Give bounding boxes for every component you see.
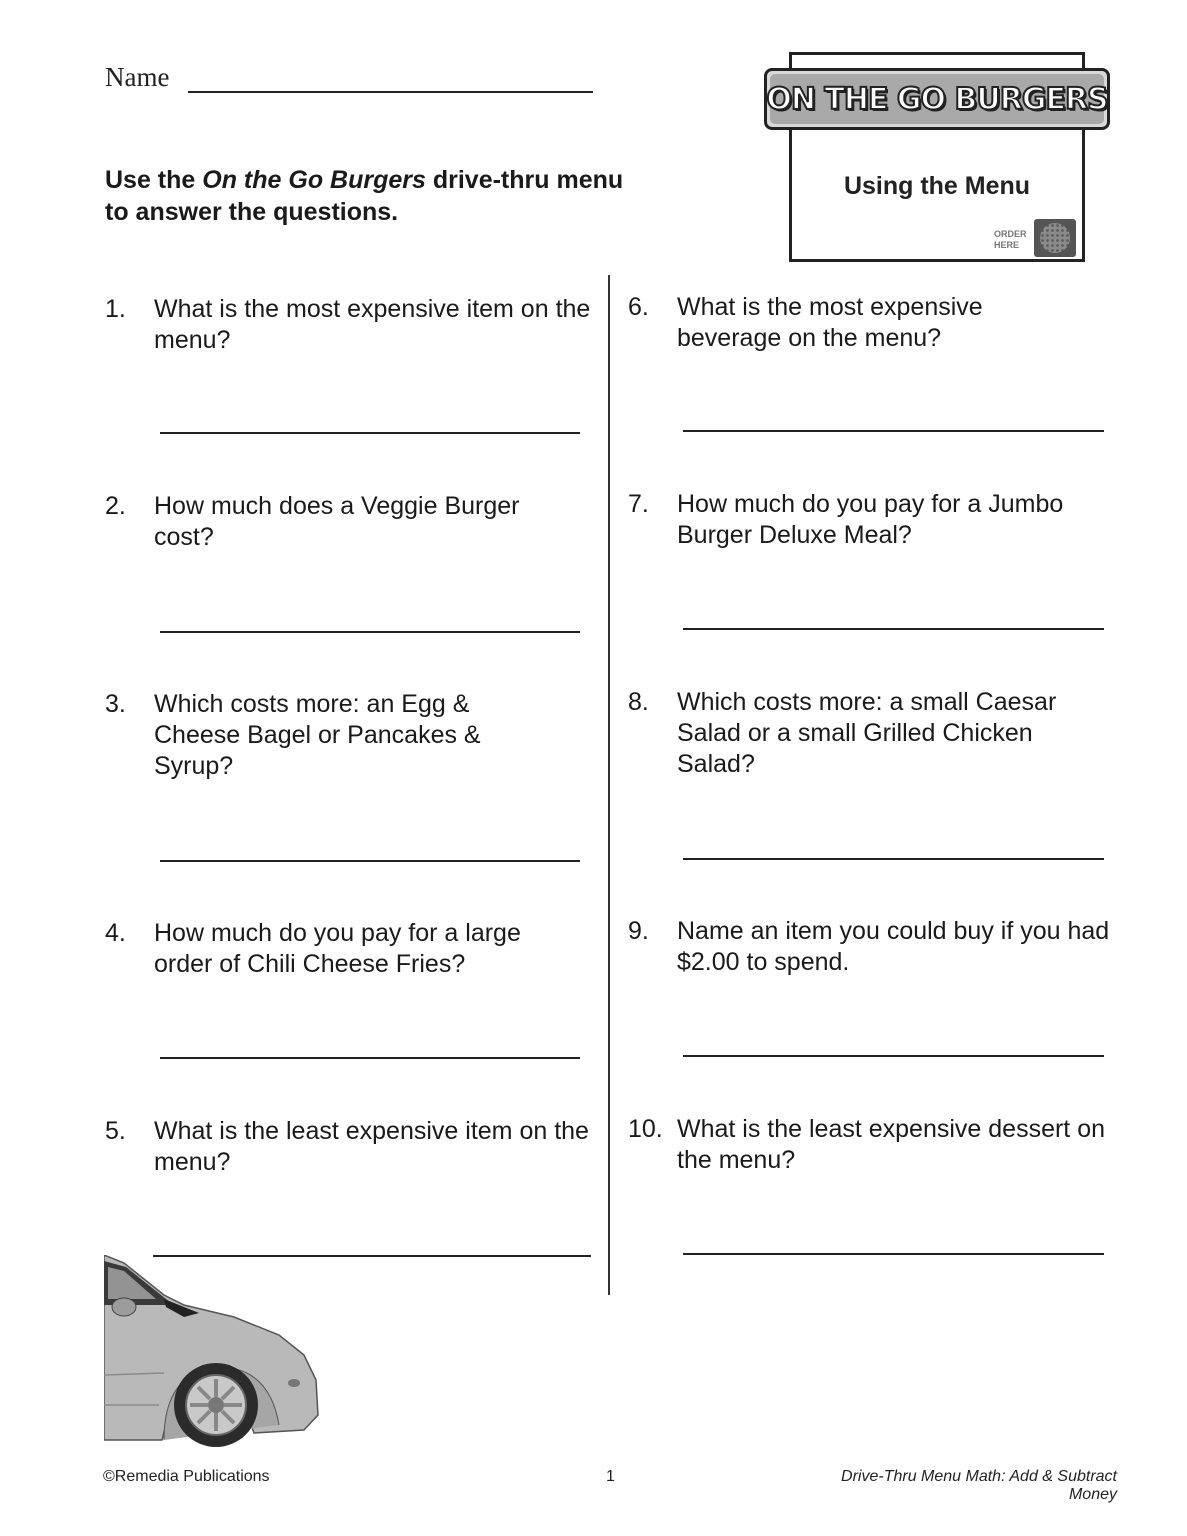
page-number: 1 bbox=[606, 1468, 615, 1485]
answer-line-6[interactable] bbox=[683, 430, 1104, 432]
order-here-line1: ORDER bbox=[994, 229, 1027, 239]
question-text: What is the least expensive item on the menu? bbox=[154, 1117, 589, 1176]
brand-logo-text: ON THE GO BURGERS bbox=[766, 81, 1108, 117]
question-text: How much do you pay for a Jumbo Burger Deluxe Meal? bbox=[677, 490, 1064, 549]
question-text: How much do you pay for a large order of Chili Cheese Fries? bbox=[154, 919, 521, 978]
answer-line-1[interactable] bbox=[160, 432, 580, 434]
answer-line-8[interactable] bbox=[683, 858, 1104, 860]
question-number: 1. bbox=[105, 295, 126, 323]
order-here-line2: HERE bbox=[994, 240, 1020, 250]
answer-line-4[interactable] bbox=[160, 1057, 580, 1059]
footer-copyright: ©Remedia Publications bbox=[103, 1468, 270, 1485]
question-text: What is the least expensive dessert on the menu? bbox=[677, 1115, 1106, 1174]
car-illustration bbox=[104, 1255, 324, 1455]
question-number: 7. bbox=[628, 490, 649, 518]
question-number: 5. bbox=[105, 1117, 126, 1145]
question-number: 4. bbox=[105, 919, 126, 947]
instructions bbox=[105, 164, 625, 228]
question-text: Which costs more: an Egg & Cheese Bagel or Pancakes & Syrup? bbox=[154, 690, 481, 780]
question-number: 6. bbox=[628, 293, 649, 321]
question-number: 10. bbox=[628, 1115, 663, 1143]
sign-title: Using the Menu bbox=[843, 172, 1031, 200]
answer-line-7[interactable] bbox=[683, 628, 1104, 630]
order-here-label bbox=[994, 229, 1034, 251]
speaker-icon bbox=[1034, 219, 1076, 257]
question-text: What is the most expensive item on the menu? bbox=[154, 295, 591, 354]
question-number: 9. bbox=[628, 917, 649, 945]
answer-line-9[interactable] bbox=[683, 1055, 1104, 1057]
question-number: 3. bbox=[105, 690, 126, 718]
answer-line-2[interactable] bbox=[160, 631, 580, 633]
question-text: What is the most expensive beverage on the menu? bbox=[677, 293, 983, 352]
question-text: Which costs more: a small Caesar Salad or a small Grilled Chicken Salad? bbox=[677, 688, 1057, 778]
column-divider bbox=[608, 275, 610, 1295]
answer-line-3[interactable] bbox=[160, 860, 580, 862]
question-number: 2. bbox=[105, 492, 126, 520]
instructions-post: drive-thru menu to answer the questions. bbox=[105, 166, 624, 226]
question-text: Name an item you could buy if you had $2.00 to spend. bbox=[677, 917, 1110, 976]
instructions-menu-name: On the Go Burgers bbox=[202, 166, 426, 194]
answer-line-10[interactable] bbox=[683, 1253, 1104, 1255]
name-label: Name bbox=[105, 62, 170, 92]
footer-book-title: Drive-Thru Menu Math: Add & Subtract Money bbox=[841, 1468, 1117, 1503]
question-number: 8. bbox=[628, 688, 649, 716]
instructions-pre: Use the bbox=[105, 166, 203, 194]
brand-logo bbox=[764, 68, 1110, 130]
name-field-line[interactable] bbox=[188, 91, 593, 93]
question-text: How much does a Veggie Burger cost? bbox=[154, 492, 520, 551]
